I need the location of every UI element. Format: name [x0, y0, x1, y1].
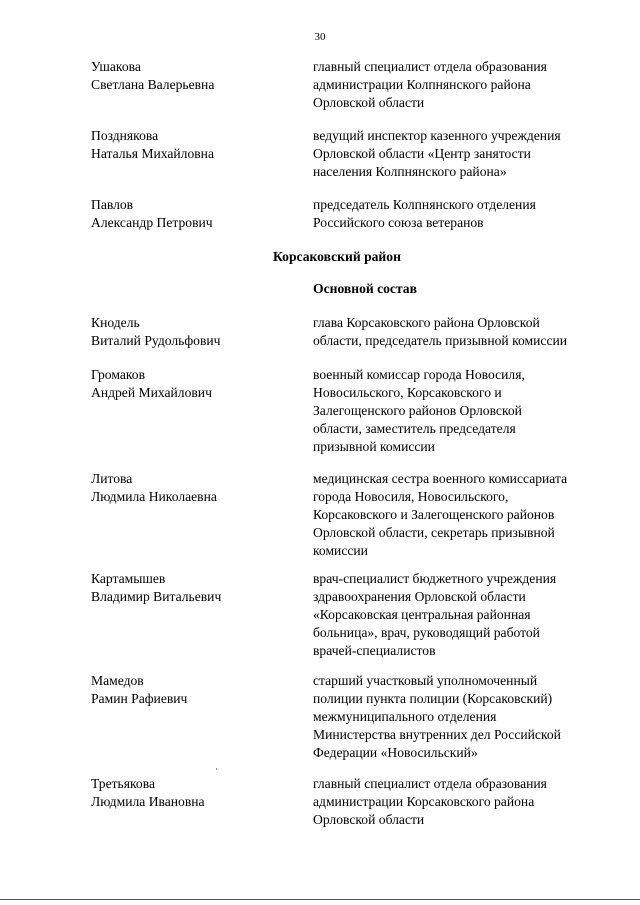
role-line: Корсаковского и Залегощенского районов — [313, 507, 555, 522]
member-name — [91, 196, 296, 232]
member-given-names: Людмила Ивановна — [91, 794, 205, 809]
member-surname: Павлов — [91, 197, 134, 212]
member-surname: Кнодель — [91, 315, 140, 330]
member-name — [91, 470, 296, 506]
role-line: полиции пункта полиции (Корсаковский) — [313, 691, 553, 706]
member-role — [313, 366, 613, 456]
role-line: Министерства внутренних дел Российской — [313, 727, 561, 742]
member-surname: Позднякова — [91, 128, 159, 143]
role-line: врач-специалист бюджетного учреждения — [313, 571, 557, 586]
role-line: председатель Колпнянского отделения — [313, 197, 536, 212]
role-line: Орловской области — [313, 95, 425, 110]
role-line: ведущий инспектор казенного учреждения — [313, 128, 561, 143]
role-line: администрации Корсаковского района — [313, 794, 535, 809]
district-heading: Корсаковский район — [273, 249, 401, 264]
member-name — [91, 775, 296, 811]
member-role — [313, 196, 613, 232]
member-surname: Картамышев — [91, 571, 166, 586]
scan-mark — [216, 768, 217, 770]
page-edge-rule — [0, 899, 640, 900]
member-name — [91, 672, 296, 708]
member-role — [313, 58, 613, 112]
role-line: глава Корсаковского района Орловской — [313, 315, 540, 330]
member-given-names: Виталий Рудольфович — [91, 333, 221, 348]
role-line: главный специалист отдела образования — [313, 59, 547, 74]
role-line: населения Колпнянского района» — [313, 164, 507, 179]
role-line: медицинская сестра военного комиссариата — [313, 471, 568, 486]
member-given-names: Рамин Рафиевич — [91, 691, 188, 706]
member-role — [313, 775, 613, 829]
member-given-names: Владимир Витальевич — [91, 589, 222, 604]
role-line: Орловской области, секретарь призывной — [313, 525, 555, 540]
member-given-names: Андрей Михайлович — [91, 385, 212, 400]
member-name — [91, 366, 296, 402]
member-surname: Мамедов — [91, 673, 144, 688]
member-name — [91, 58, 296, 94]
role-line: Орловской области — [313, 812, 425, 827]
role-line: призывной комиссии — [313, 439, 435, 454]
role-line: Орловской области «Центр занятости — [313, 146, 531, 161]
role-line: «Корсаковская центральная районная — [313, 607, 531, 622]
member-surname: Громаков — [91, 367, 146, 382]
member-surname: Литова — [91, 471, 133, 486]
role-line: Федерации «Новосильский» — [313, 745, 478, 760]
member-role — [313, 314, 613, 350]
role-line: администрации Колпнянского района — [313, 77, 531, 92]
role-line: Залегощенского районов Орловской — [313, 403, 522, 418]
member-given-names: Светлана Валерьевна — [91, 77, 215, 92]
member-role — [313, 672, 613, 762]
role-line: города Новосиля, Новосильского, — [313, 489, 509, 504]
role-line: главный специалист отдела образования — [313, 776, 547, 791]
member-given-names: Людмила Николаевна — [91, 489, 217, 504]
role-line: больница», врач, руководящий работой — [313, 625, 540, 640]
role-line: здравоохранения Орловской области — [313, 589, 526, 604]
member-role — [313, 127, 613, 181]
page-number: 30 — [314, 31, 326, 43]
member-surname: Третьякова — [91, 776, 155, 791]
role-line: Новосильского, Корсаковского и — [313, 385, 502, 400]
member-surname: Ушакова — [91, 59, 141, 74]
role-line: военный комиссар города Новосиля, — [313, 367, 525, 382]
role-line: области, председатель призывной комиссии — [313, 333, 568, 348]
member-role — [313, 570, 613, 660]
member-name — [91, 314, 296, 350]
section-heading: Основной состав — [313, 281, 417, 296]
role-line: комиссии — [313, 543, 368, 558]
role-line: области, заместитель председателя — [313, 421, 516, 436]
role-line: старший участковый уполномоченный — [313, 673, 538, 688]
member-role — [313, 470, 613, 560]
role-line: Российского союза ветеранов — [313, 215, 484, 230]
member-given-names: Александр Петрович — [91, 215, 213, 230]
member-given-names: Наталья Михайловна — [91, 146, 214, 161]
role-line: врачей-специалистов — [313, 643, 436, 658]
member-name — [91, 127, 296, 163]
role-line: межмуниципального отделения — [313, 709, 497, 724]
member-name — [91, 570, 296, 606]
